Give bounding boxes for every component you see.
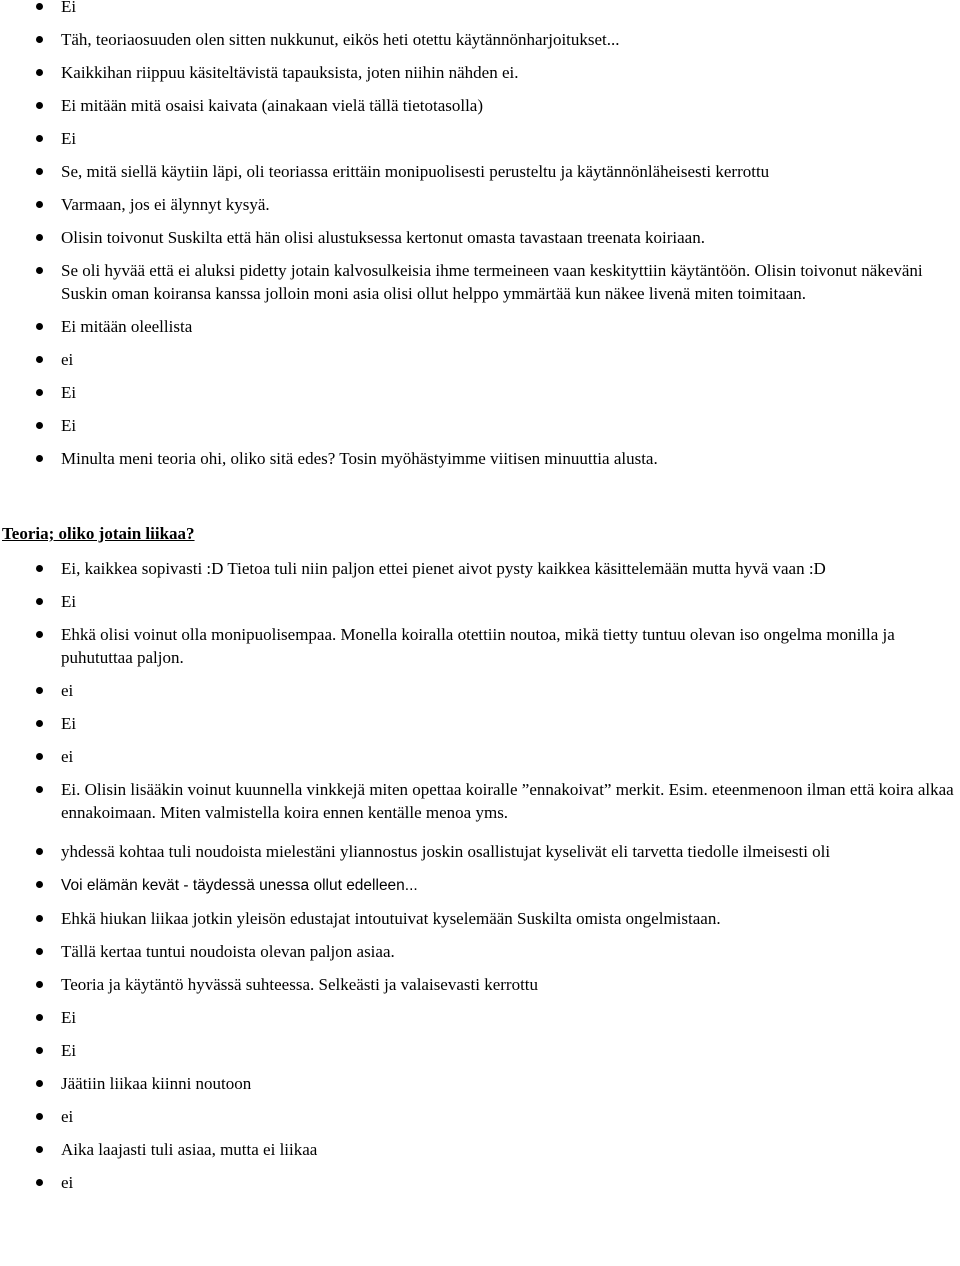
list-item [0, 226, 960, 249]
bullet-icon [36, 356, 43, 363]
bullet-icon [36, 422, 43, 429]
list-item-text: Ei [61, 0, 77, 16]
list-item [0, 1105, 960, 1128]
bullet-icon [36, 36, 43, 43]
list-item [0, 873, 960, 897]
list-item [0, 193, 960, 216]
bullet-icon [36, 786, 43, 793]
list-item [0, 623, 960, 669]
list-item [0, 259, 960, 305]
list-item [0, 61, 960, 84]
bullet-icon [36, 720, 43, 727]
list-item-text: Ehkä hiukan liikaa jotkin yleisön edustajat intoutuivat kyselemään Suskilta omista ongelmistaan. [61, 909, 721, 928]
bullet-icon [36, 881, 43, 888]
list-item-text: Aika laajasti tuli asiaa, mutta ei liikaa [61, 1140, 318, 1159]
list-item-text: Se oli hyvää että ei aluksi pidetty jotain kalvosulkeisia ihme termeineen vaan keskityttiin käytäntöön. Olisin toivonut näkeväni Suskin oman koiransa kanssa jolloin moni asia olisi ollut helppo ymmärtää kun näkee livenä miten toimitaan. [61, 261, 923, 303]
list-item [0, 1171, 960, 1194]
list-item-text: yhdessä kohtaa tuli noudoista mielestäni yliannostus joskin osallistujat kyselivät eli tarvetta tiedolle ilmeisesti oli [61, 842, 831, 861]
list-item [0, 745, 960, 768]
list-item-text: Tällä kertaa tuntui noudoista olevan paljon asiaa. [61, 942, 395, 961]
list-item-text: Ei, kaikkea sopivasti :D Tietoa tuli niin paljon ettei pienet aivot pysty kaikkea käsittelemään mutta hyvä vaan :D [61, 559, 826, 578]
list-item-text: Varmaan, jos ei älynnyt kysyä. [61, 195, 270, 214]
list-item-text: Ei mitään mitä osaisi kaivata (ainakaan vielä tällä tietotasolla) [61, 96, 484, 115]
bullet-icon [36, 323, 43, 330]
bullet-icon [36, 1014, 43, 1021]
list-item [0, 447, 960, 470]
list-item [0, 28, 960, 51]
list-item-text: Minulta meni teoria ohi, oliko sitä edes? Tosin myöhästyimme viitisen minuuttia alusta. [61, 449, 658, 468]
bullet-icon [36, 1080, 43, 1087]
list-item [0, 414, 960, 437]
list-item-text: ei [61, 681, 74, 700]
bullet-icon [36, 981, 43, 988]
answers-list-section-2 [0, 557, 960, 1194]
bullet-icon [36, 69, 43, 76]
list-item [0, 381, 960, 404]
bullet-icon [36, 234, 43, 241]
bullet-icon [36, 168, 43, 175]
list-item-text: ei [61, 747, 74, 766]
bullet-icon [36, 1113, 43, 1120]
list-item [0, 348, 960, 371]
bullet-icon [36, 267, 43, 274]
list-item [0, 94, 960, 117]
list-item-text: Jäätiin liikaa kiinni noutoon [61, 1074, 252, 1093]
list-item-text: Ei [61, 383, 77, 402]
bullet-icon [36, 753, 43, 760]
list-item-text: Ei mitään oleellista [61, 317, 193, 336]
list-item-text: ei [61, 350, 74, 369]
list-item-text: Ei [61, 129, 77, 148]
bullet-icon [36, 848, 43, 855]
list-item-text: Ei [61, 1041, 77, 1060]
list-item [0, 0, 960, 18]
list-item [0, 679, 960, 702]
bullet-icon [36, 915, 43, 922]
list-item-text: Kaikkihan riippuu käsiteltävistä tapauksista, joten niihin nähden ei. [61, 63, 519, 82]
list-item-text: Teoria ja käytäntö hyvässä suhteessa. Selkeästi ja valaisevasti kerrottu [61, 975, 539, 994]
bullet-icon [36, 1146, 43, 1153]
bullet-icon [36, 948, 43, 955]
list-item-text: Ei [61, 1008, 77, 1027]
list-item [0, 557, 960, 580]
list-item [0, 840, 960, 863]
list-item-text: Se, mitä siellä käytiin läpi, oli teoriassa erittäin monipuolisesti perusteltu ja käytännönläheisesti kerrottu [61, 162, 770, 181]
list-item-text: Täh, teoriaosuuden olen sitten nukkunut, eikös heti otettu käytännönharjoitukset... [61, 30, 620, 49]
list-item [0, 1138, 960, 1161]
answers-list-section-1 [0, 0, 960, 470]
list-item-text: ei [61, 1173, 74, 1192]
bullet-icon [36, 135, 43, 142]
bullet-icon [36, 631, 43, 638]
list-item [0, 907, 960, 930]
list-item [0, 590, 960, 613]
bullet-icon [36, 1047, 43, 1054]
list-item [0, 1006, 960, 1029]
bullet-icon [36, 687, 43, 694]
list-item-text: Ei [61, 714, 77, 733]
section-heading: Teoria; oliko jotain liikaa? [2, 524, 195, 543]
list-item [0, 127, 960, 150]
list-item [0, 1039, 960, 1062]
list-item-text: Ei [61, 592, 77, 611]
bullet-icon [36, 1179, 43, 1186]
list-item [0, 1072, 960, 1095]
bullet-icon [36, 102, 43, 109]
bullet-icon [36, 389, 43, 396]
list-item [0, 778, 960, 824]
list-item-text: Ehkä olisi voinut olla monipuolisempaa. Monella koiralla otettiin noutoa, mikä tietty tuntuu olevan iso ongelma monilla ja puhututtaa paljon. [61, 625, 895, 667]
list-item [0, 160, 960, 183]
bullet-icon [36, 565, 43, 572]
bullet-icon [36, 598, 43, 605]
list-item [0, 315, 960, 338]
bullet-icon [36, 201, 43, 208]
list-item [0, 712, 960, 735]
list-item-text: Voi elämän kevät - täydessä unessa ollut edelleen... [61, 877, 418, 894]
list-item [0, 973, 960, 996]
list-item-text: Ei [61, 416, 77, 435]
bullet-icon [36, 455, 43, 462]
list-item-text: ei [61, 1107, 74, 1126]
list-item-text: Ei. Olisin lisääkin voinut kuunnella vinkkejä miten opettaa koiralle ”ennakoivat” merkit. Esim. eteenmenoon ilman että koira alkaa ennakoimaan. Miten valmistella koira ennen kentälle menoa yms. [61, 780, 954, 822]
list-item-text: Olisin toivonut Suskilta että hän olisi alustuksessa kertonut omasta tavastaan treenata koiriaan. [61, 228, 705, 247]
list-item [0, 940, 960, 963]
bullet-icon [36, 3, 43, 10]
